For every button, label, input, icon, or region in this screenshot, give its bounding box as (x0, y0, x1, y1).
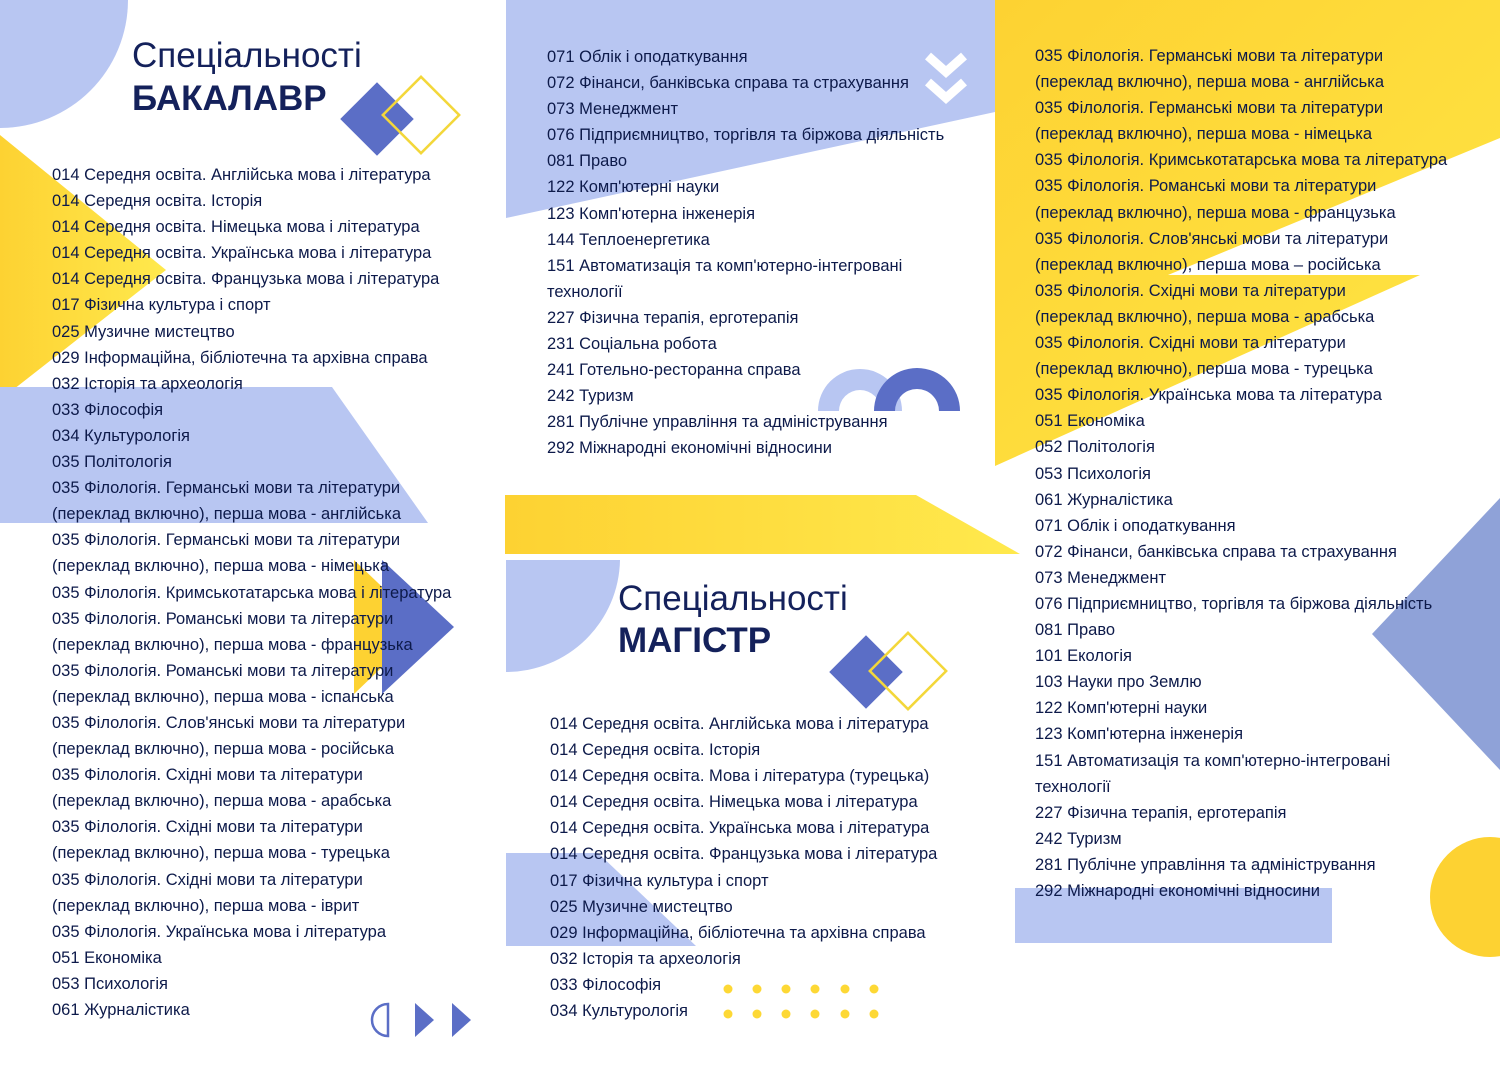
list-item: 241 Готельно-ресторанна справа (547, 361, 801, 380)
list-item: 073 Менеджмент (547, 100, 679, 119)
list-item: 281 Публічне управління та адміністрування (547, 413, 888, 432)
list-item: (переклад включно), перша мова - французька (1035, 203, 1396, 222)
list-item: (переклад включно), перша мова - іспанська (52, 687, 394, 706)
list-item: 081 Право (547, 152, 628, 171)
list-item: 071 Облік і оподаткування (547, 48, 748, 66)
list-item: 014 Середня освіта. Англійська мова і література (550, 715, 929, 733)
list-item: (переклад включно), перша мова - французька (52, 635, 413, 654)
list-item: 071 Облік і оподаткування (1035, 516, 1236, 535)
list-item: 103 Науки про Землю (1035, 673, 1202, 692)
list-item: 292 Міжнародні економічні відносини (1035, 882, 1320, 900)
list-item: 035 Філологія. Слов'янські мови та літератури (52, 713, 406, 732)
list-item: 035 Філологія. Слов'янські мови та літератури (1035, 229, 1389, 248)
list-item: технології (547, 282, 623, 301)
list-item: 151 Автоматизація та комп'ютерно-інтегровані (547, 256, 903, 275)
master-title-light: Спеціальності (618, 579, 848, 618)
list-item: 014 Середня освіта. Мова і література (турецька) (550, 767, 930, 786)
list-item: (переклад включно), перша мова - арабська (1035, 307, 1375, 326)
list-item: 053 Психологія (52, 974, 168, 993)
list-item: 014 Середня освіта. Історія (550, 741, 761, 760)
list-item: 035 Філологія. Германські мови та літератури (52, 479, 401, 498)
list-item: 025 Музичне мистецтво (52, 322, 235, 341)
master-title-diamond-blue (829, 635, 903, 709)
list-item: 034 Культурологія (52, 426, 190, 445)
list-item: 051 Економіка (1035, 412, 1145, 431)
list-item: (переклад включно), перша мова – російська (1035, 255, 1381, 274)
list-item: 072 Фінанси, банківська справа та страхування (1035, 542, 1397, 561)
list-item: 035 Філологія. Східні мови та літератури (1035, 281, 1346, 300)
list-item: 035 Філологія. Германські мови та літератури (1035, 47, 1384, 65)
list-item: (переклад включно), перша мова - арабська (52, 792, 392, 811)
list-item: 035 Філологія. Східні мови та літератури (52, 870, 363, 889)
list-item: 014 Середня освіта. Українська мова і література (52, 244, 432, 263)
bottom-left-small-triangle-2 (452, 1003, 471, 1037)
list-item: 123 Комп'ютерна інженерія (1035, 725, 1243, 744)
list-item: 123 Комп'ютерна інженерія (547, 204, 755, 223)
list-item: 035 Філологія. Східні мови та літератури (1035, 334, 1346, 353)
list-item: 073 Менеджмент (1035, 568, 1167, 587)
list-item: 122 Комп'ютерні науки (1035, 699, 1208, 718)
list-item: (переклад включно), перша мова - німецька (1035, 125, 1373, 144)
master-specialty-list-continued (1035, 43, 1447, 904)
master-specialty-list (550, 711, 937, 1024)
list-item: 035 Філологія. Східні мови та літератури (52, 766, 363, 785)
list-item: технології (1035, 777, 1111, 796)
list-item: 035 Філологія. Кримськотатарська мова і література (52, 583, 452, 602)
list-item: 029 Інформаційна, бібліотечна та архівна справа (550, 923, 926, 942)
list-item: (переклад включно), перша мова - англійська (52, 505, 402, 524)
list-item: 032 Історія та археологія (52, 374, 243, 393)
list-item: 061 Журналістика (1035, 490, 1173, 509)
list-item: 014 Середня освіта. Французька мова і література (52, 270, 440, 289)
list-item: 231 Соціальна робота (547, 335, 717, 354)
list-item: 035 Філологія. Германські мови та літератури (52, 531, 401, 550)
list-item: 034 Культурологія (550, 1002, 688, 1021)
list-item: 014 Середня освіта. Німецька мова і література (52, 218, 420, 237)
list-item: 072 Фінанси, банківська справа та страхування (547, 74, 909, 93)
list-item: 035 Філологія. Східні мови та літератури (52, 818, 363, 837)
list-item: 081 Право (1035, 621, 1116, 640)
list-item: 035 Філологія. Романські мови та літератури (52, 609, 394, 628)
list-item: 017 Фізична культура і спорт (52, 296, 271, 315)
bachelor-title-diamond-blue (340, 82, 414, 156)
list-item: (переклад включно), перша мова - англійська (1035, 73, 1385, 92)
list-item: 035 Філологія. Романські мови та літератури (1035, 177, 1377, 196)
list-item: 061 Журналістика (52, 1001, 190, 1019)
list-item: (переклад включно), перша мова - турецька (1035, 360, 1373, 379)
list-item: 035 Політологія (52, 453, 172, 472)
list-item: 029 Інформаційна, бібліотечна та архівна справа (52, 348, 428, 367)
bachelor-title-light: Спеціальності (132, 36, 362, 75)
master-title-bold: МАГІСТР (618, 621, 772, 660)
list-item: 014 Середня освіта. Українська мова і література (550, 819, 930, 838)
list-item: 151 Автоматизація та комп'ютерно-інтегровані (1035, 751, 1391, 770)
list-item: (переклад включно), перша мова - російська (52, 740, 395, 759)
list-item: 014 Середня освіта. Англійська мова і література (52, 166, 431, 184)
list-item: 292 Міжнародні економічні відносини (547, 439, 832, 458)
list-item: 101 Екологія (1035, 647, 1132, 666)
top-left-circle (0, 0, 128, 128)
list-item: 035 Філологія. Українська мова і література (52, 922, 387, 941)
list-item: (переклад включно), перша мова - турецька (52, 844, 390, 863)
middle-quarter-circle (506, 560, 620, 672)
list-item: 017 Фізична культура і спорт (550, 871, 769, 890)
list-item: 033 Філософія (550, 975, 662, 994)
list-item: 076 Підприємництво, торгівля та біржова діяльність (1035, 594, 1433, 613)
list-item: 242 Туризм (1035, 829, 1122, 848)
list-item: 014 Середня освіта. Французька мова і література (550, 845, 938, 864)
list-item: 144 Теплоенергетика (547, 230, 710, 249)
bachelor-title-bold: БАКАЛАВР (132, 79, 327, 118)
list-item: 053 Психологія (1035, 464, 1151, 483)
list-item: 014 Середня освіта. Німецька мова і література (550, 793, 918, 812)
list-item: 032 Історія та археологія (550, 949, 741, 968)
list-item: 035 Філологія. Українська мова та література (1035, 386, 1382, 405)
list-item: (переклад включно), перша мова - іврит (52, 896, 360, 915)
list-item: 227 Фізична терапія, ерготерапія (547, 308, 799, 327)
list-item: 242 Туризм (547, 387, 634, 406)
list-item: 076 Підприємництво, торгівля та біржова діяльність (547, 126, 945, 145)
list-item: 035 Філологія. Романські мови та літератури (52, 661, 394, 680)
list-item: 033 Філософія (52, 400, 164, 419)
list-item: 014 Середня освіта. Історія (52, 192, 263, 211)
list-item: 025 Музичне мистецтво (550, 897, 733, 916)
list-item: 051 Економіка (52, 948, 162, 967)
list-item: (переклад включно), перша мова - німецька (52, 557, 390, 576)
list-item: 035 Філологія. Кримськотатарська мова та література (1035, 151, 1448, 170)
list-item: 035 Філологія. Германські мови та літератури (1035, 99, 1384, 118)
bachelor-specialty-list-continued (547, 44, 944, 462)
middle-yellow-banner (505, 495, 1020, 554)
list-item: 122 Комп'ютерні науки (547, 178, 720, 197)
list-item: 227 Фізична терапія, ерготерапія (1035, 803, 1287, 822)
list-item: 281 Публічне управління та адміністрування (1035, 855, 1376, 874)
bachelor-specialty-list (52, 162, 451, 1023)
list-item: 052 Політологія (1035, 438, 1155, 457)
